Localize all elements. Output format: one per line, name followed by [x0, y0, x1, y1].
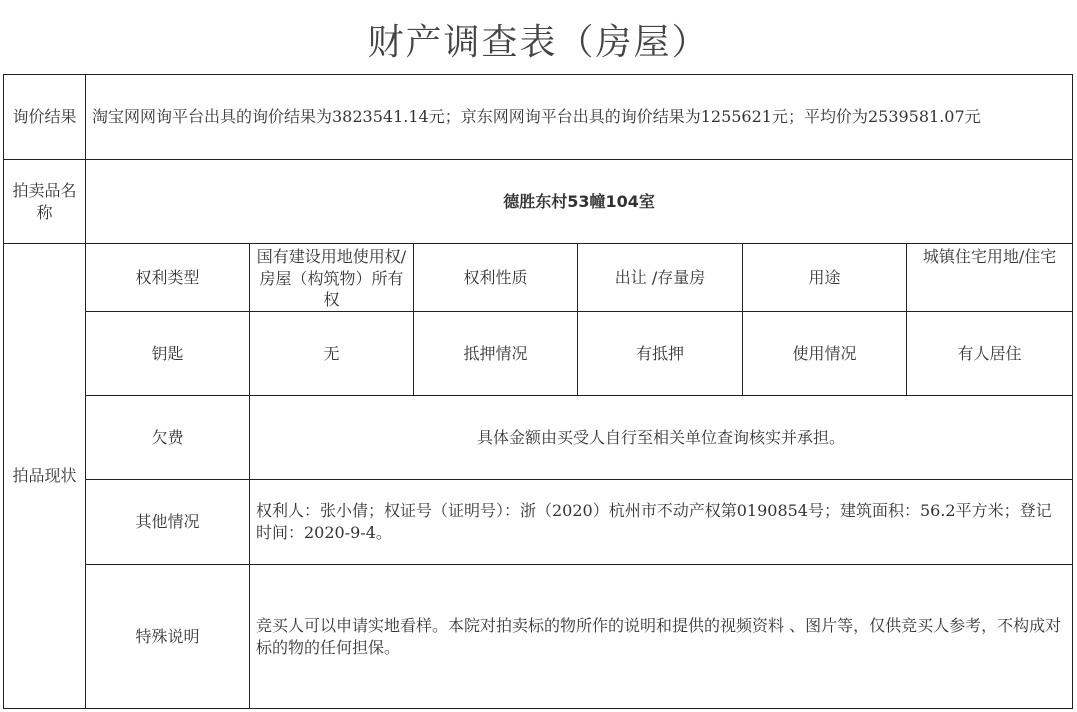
status-row-key — [4, 312, 1073, 396]
status-row-arrears — [4, 396, 1073, 480]
mortgage-label: 抵押情况 — [414, 312, 578, 396]
inquiry-label: 询价结果 — [4, 75, 86, 160]
inquiry-row — [4, 75, 1073, 160]
right-type-value: 国有建设用地使用权/房屋（构筑物）所有权 — [250, 244, 414, 312]
page-title: 财产调查表（房屋） — [367, 22, 710, 63]
usage-label: 使用情况 — [743, 312, 907, 396]
special-label: 特殊说明 — [86, 565, 250, 709]
use-value: 城镇住宅用地/住宅 — [907, 244, 1073, 312]
other-label: 其他情况 — [86, 480, 250, 565]
item-name-value: 德胜东村53幢104室 — [86, 160, 1073, 244]
right-nature-value: 出让 /存量房 — [578, 244, 743, 312]
inquiry-result-text: 淘宝网网询平台出具的询价结果为3823541.14元；京东网网询平台出具的询价结果为1255621元；平均价为2539581.07元 — [86, 75, 1073, 160]
property-survey-table — [3, 74, 1073, 709]
status-row-special — [4, 565, 1073, 709]
mortgage-value: 有抵押 — [578, 312, 743, 396]
key-value: 无 — [250, 312, 414, 396]
right-nature-label: 权利性质 — [414, 244, 578, 312]
other-value: 权利人：张小倩；权证号（证明号）：浙（2020）杭州市不动产权第0190854号；建筑面积：56.2平方米；登记时间：2020-9-4。 — [250, 480, 1073, 565]
usage-value: 有人居住 — [907, 312, 1073, 396]
item-name-label: 拍卖品名称 — [4, 160, 86, 244]
status-row-other — [4, 480, 1073, 565]
arrears-value: 具体金额由买受人自行至相关单位查询核实并承担。 — [250, 396, 1073, 480]
key-label: 钥匙 — [86, 312, 250, 396]
status-row-right-type — [4, 244, 1073, 312]
special-value: 竞买人可以申请实地看样。本院对拍卖标的物所作的说明和提供的视频资料 、图片等，仅供竞买人参考，不构成对标的物的任何担保。 — [250, 565, 1073, 709]
item-name-row — [4, 160, 1073, 244]
right-type-label: 权利类型 — [86, 244, 250, 312]
use-label: 用途 — [743, 244, 907, 312]
status-label: 拍品现状 — [4, 244, 86, 709]
arrears-label: 欠费 — [86, 396, 250, 480]
